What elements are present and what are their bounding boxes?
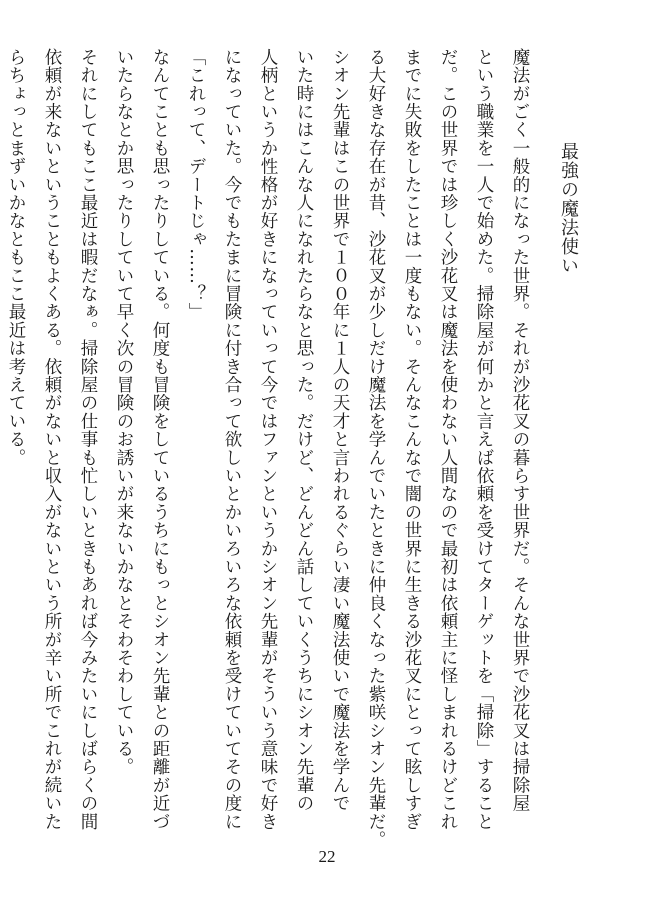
text-line-15: らちょっとまずいかなともここ最近は考えている。 [6,48,26,467]
text-line-2: という職業を一人で始めた。掃除屋が何かと言えば依頼を受けてターゲットを「掃除」すること [474,48,494,831]
text-line-1: 魔法がごく一般的になった世界。それが沙花叉の暮らす世界だ。そんな世界で沙花叉は掃除屋 [510,48,530,813]
page-number: 22 [318,847,336,866]
text-line-6: シオン先輩はこの世界で１００年に１人の天才と言われるぐらい凄い魔法使いで魔法を学んで [330,48,350,813]
text-line-7: いた時にはこんな人になれたらなと思った。だけど、どんどん話していくうちにシオン先輩の [294,48,314,813]
text-line-3: だ。この世界では珍しく沙花叉は魔法を使わない人間なので最初は依頼主に怪しまれるけどこれ [438,48,458,831]
text-line-12: いたらなとか思ったりしていて早く次の冒険のお誘いが来ないかなとそわそわしている。 [114,48,134,776]
text-line-9: になっていた。今でもたまに冒険に付き合って欲しいとかいろいろな依頼を受けていてその度に [222,48,242,831]
text-line-8: 人柄というか性格が好きになっていって今ではファンというかシオン先輩がそういう意味で好き [258,48,278,831]
text-line-13: それにしてもここ最近は暇だなぁ。掃除屋の仕事も忙しいときもあれば今みたいにしばらくの間 [78,48,98,831]
text-line-11: なんてことも思ったりしている。何度も冒険をしているうちにもっとシオン先輩との距離が近づ [150,48,170,831]
text-line-5: る大好きな存在が昔、沙花叉が少しだけ魔法を学んでいたときに仲良くなった紫咲シオン先輩だ。 [366,48,386,849]
text-line-14: 依頼が来ないということもよくある。依頼がないと収入がないという所が辛い所でこれが続いた [42,48,62,831]
body-text [6,48,538,849]
text-line-4: までに失敗をしたことは一度もない。そんなこんなで闇の世界に生きる沙花叉にとって眩しすぎ [402,48,422,831]
chapter-title: 最強の魔法使い [558,142,579,275]
text-line-10: 「これって、デートじゃ……？」 [186,48,206,321]
